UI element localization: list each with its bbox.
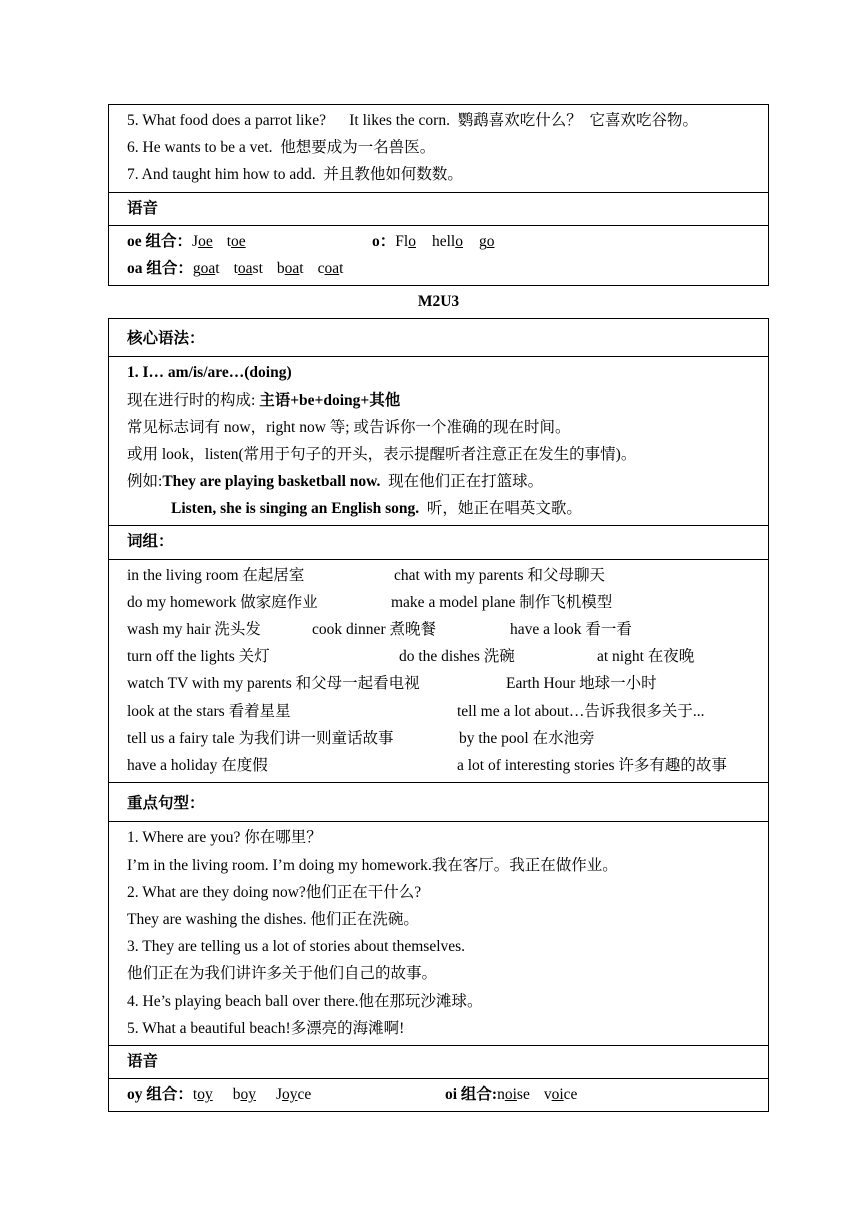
phonics-word: Joe	[192, 232, 213, 250]
underlined-letters: o	[486, 232, 495, 250]
example-translation: 现在他们正在打篮球。	[380, 473, 544, 491]
phrase: a lot of interesting stories 许多有趣的故事	[457, 756, 727, 774]
example-translation: 听，她正在唱英文歌。	[419, 500, 582, 518]
underlined-letters: oy	[282, 1086, 298, 1104]
underlined-letters: o	[408, 232, 416, 250]
key-sentence: 他们正在为我们讲许多关于他们自己的故事。	[127, 965, 438, 983]
phonics-word: toy	[192, 1086, 213, 1104]
phonics-word: boy	[232, 1086, 256, 1104]
phrase-row	[127, 698, 756, 725]
underlined-letters: oe	[198, 232, 213, 250]
grammar-heading: 1. I… am/is/are…(doing)	[127, 364, 292, 382]
phrase: have a holiday 在度假	[127, 756, 268, 774]
phonics-word: noise	[497, 1086, 530, 1104]
phonics-word: hello	[431, 232, 463, 250]
grammar-text: 例如:	[127, 473, 163, 491]
grammar-title: 核心语法：	[109, 319, 769, 357]
unit-table	[108, 318, 769, 1112]
phrase: look at the stars 看着星星	[127, 702, 291, 720]
grammar-line	[127, 387, 756, 414]
key-sentence: 3. They are telling us a lot of stories about themselves.	[127, 938, 466, 956]
underlined-letters: o	[455, 232, 463, 250]
previous-unit-table	[108, 104, 769, 286]
phrase: Earth Hour 地球一小时	[506, 675, 657, 693]
phrase-row	[127, 670, 756, 697]
phrase: at night 在夜晚	[597, 648, 695, 666]
example-sentence: Listen, she is singing an English song.	[171, 500, 420, 518]
oy-words	[193, 1086, 331, 1103]
sentences-cell	[109, 105, 769, 193]
phonics-word: go	[478, 232, 495, 250]
phrase: tell us a fairy tale 为我们讲一则童话故事	[127, 729, 394, 747]
underlined-letters: oi	[504, 1086, 517, 1104]
grammar-line: 或用 look，listen(常用于句子的开头，表示提醒听者注意正在发生的事情)。	[127, 445, 637, 463]
phrases-title: 词组：	[109, 526, 769, 559]
phonics2-cell	[109, 1079, 769, 1112]
phrase: by the pool 在水池旁	[459, 729, 595, 747]
o-group	[372, 228, 510, 255]
phonics-line-oy-oi	[127, 1081, 756, 1108]
unit-title: M2U3	[417, 293, 460, 311]
phrase-row	[127, 616, 756, 643]
phrase: make a model plane 制作飞机模型	[391, 593, 613, 611]
key-sentence: They are washing the dishes. 他们正在洗碗。	[127, 910, 419, 928]
underlined-letters: oi	[551, 1086, 564, 1104]
example-sentence: They are playing basketball now.	[162, 473, 381, 491]
key-sentences-cell	[109, 822, 769, 1046]
phrase: watch TV with my parents 和父母一起看电视	[127, 675, 420, 693]
key-sentences-title: 重点句型：	[109, 783, 769, 822]
key-sentence: 1. Where are you? 你在哪里？	[127, 829, 322, 847]
grammar-example	[127, 468, 756, 495]
phonics-line-oa	[127, 255, 756, 282]
phrase: cook dinner 煮晚餐	[312, 621, 436, 639]
phrase: turn off the lights 关灯	[127, 648, 270, 666]
oe-label: oe 组合：	[127, 232, 193, 250]
o-label: o：	[372, 232, 396, 250]
underlined-letters: oy	[240, 1086, 256, 1104]
key-sentence: 4. He’s playing beach ball over there.他在那玩沙滩球。	[127, 992, 483, 1010]
phrase: wash my hair 洗头发	[127, 621, 261, 639]
phonics-line-oe	[127, 228, 756, 255]
phrase: do my homework 做家庭作业	[127, 593, 318, 611]
sentence-line: 5. What food does a parrot like? It likes the corn. 鹦鹉喜欢吃什么？ 它喜欢吃谷物。	[127, 112, 698, 129]
underlined-letters: oa	[200, 259, 216, 277]
sentence-line: 6. He wants to be a vet. 他想要成为一名兽医。	[127, 139, 436, 157]
underlined-letters: oe	[231, 232, 246, 250]
underlined-letters: oa	[324, 259, 340, 277]
phrase: do the dishes 洗碗	[399, 648, 515, 666]
phrase: tell me a lot about…告诉我很多关于...	[457, 702, 705, 720]
grammar-formula: 主语+be+doing+其他	[259, 391, 401, 409]
underlined-letters: oa	[237, 259, 253, 277]
oa-words	[193, 260, 358, 277]
phrase: chat with my parents 和父母聊天	[394, 566, 605, 584]
sentence-line: 7. And taught him how to add. 并且教他如何数数。	[127, 166, 463, 184]
oi-label: oi 组合:	[445, 1086, 498, 1104]
phrase-row	[127, 752, 756, 779]
key-sentence: 2. What are they doing now?他们正在干什么?	[127, 883, 422, 901]
phrase: have a look 看一看	[510, 621, 632, 639]
grammar-example	[127, 495, 756, 522]
o-words	[395, 233, 510, 250]
phrase: in the living room 在起居室	[127, 566, 305, 584]
underlined-letters: oy	[197, 1086, 213, 1104]
document-page	[108, 104, 769, 1112]
phonics-word: toast	[233, 259, 263, 277]
oe-words	[192, 233, 260, 250]
key-sentence: I’m in the living room. I’m doing my homework.我在客厅。我正在做作业。	[127, 856, 618, 874]
phrase-row	[127, 589, 756, 616]
phonics-word: Joyce	[275, 1086, 312, 1104]
phonics2-title: 语音	[109, 1045, 769, 1078]
phonics-word: boat	[276, 259, 304, 277]
phonics-title: 语音	[109, 192, 769, 225]
phonics-word: voice	[543, 1086, 578, 1104]
phonics-word: toe	[226, 232, 246, 250]
phonics-cell	[109, 225, 769, 285]
phonics-word: Flo	[395, 232, 416, 250]
underlined-letters: oa	[284, 259, 300, 277]
oi-group	[445, 1081, 591, 1108]
phonics-word: coat	[317, 259, 344, 277]
phrase-row	[127, 725, 756, 752]
oa-label: oa 组合：	[127, 259, 193, 277]
grammar-cell	[109, 357, 769, 526]
oi-words	[497, 1086, 591, 1103]
oy-label: oy 组合：	[127, 1086, 193, 1104]
phonics-word: goat	[192, 259, 220, 277]
grammar-text: 现在进行时的构成:	[127, 391, 260, 409]
phrases-cell	[109, 559, 769, 783]
phrase-row	[127, 562, 756, 589]
grammar-line: 常见标志词有 now，right now 等; 或告诉你一个准确的现在时间。	[127, 418, 571, 436]
key-sentence: 5. What a beautiful beach!多漂亮的海滩啊!	[127, 1019, 405, 1037]
phrase-row	[127, 643, 756, 670]
